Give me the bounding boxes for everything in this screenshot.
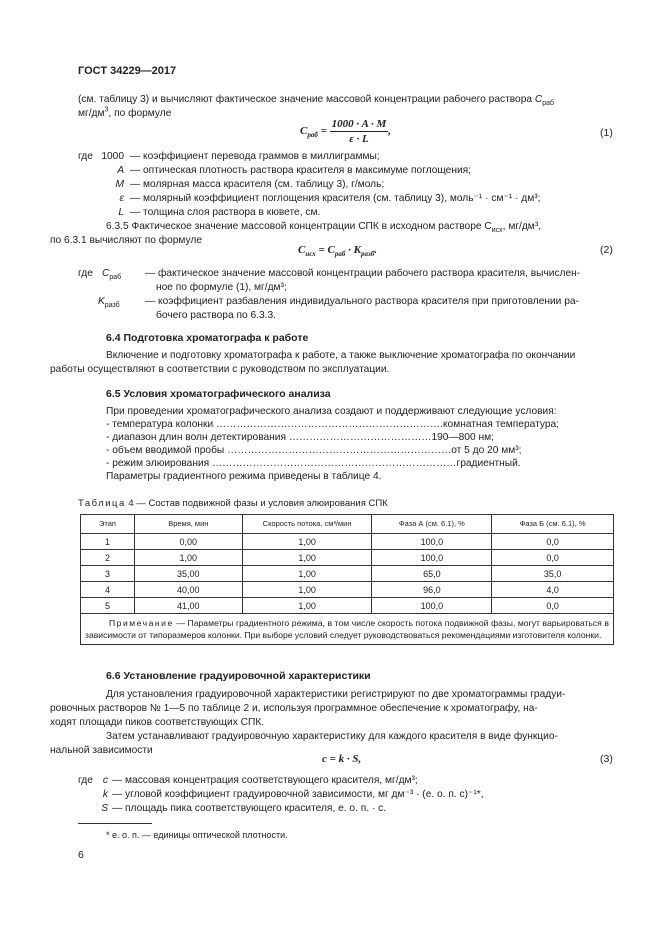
- table-cell: 35,0: [492, 566, 614, 582]
- where2-prefix: где: [78, 268, 93, 279]
- formula1-lhs: C: [300, 125, 308, 138]
- table-cell: 100,0: [372, 550, 492, 566]
- table-row: [81, 598, 614, 614]
- table-cell: 65,0: [372, 566, 492, 582]
- page-number: 6: [78, 849, 84, 861]
- where2-text2: — коэффициент разбавления индивидуального раствора красителя при приготовлении ра-: [145, 296, 579, 307]
- where1-text: — оптическая плотность раствора красителя в максимуме поглощения;: [130, 165, 472, 176]
- table4-caption-text: 4 — Состав подвижной фазы и условия элюирования СПК: [128, 498, 388, 509]
- where2-row: [78, 309, 618, 323]
- footnote: * е. о. п. — единицы оптической плотности.: [106, 830, 288, 840]
- s66-p2-line2: нальной зависимости: [50, 745, 153, 756]
- where1-sym: ε: [119, 193, 124, 204]
- note-label: Примечание: [109, 618, 174, 628]
- condition-value: комнатная температура;: [442, 419, 559, 430]
- col-header: Фаза Б (см. 6.1), %: [492, 515, 614, 534]
- where1-sym: M: [115, 179, 124, 190]
- where2-row: [78, 295, 618, 309]
- where-list-2: [78, 267, 618, 323]
- where3-sym: S: [101, 803, 108, 814]
- formula2-number: (2): [600, 244, 613, 256]
- where2-text1b: ное по формуле (1), мг/дм³;: [156, 282, 287, 293]
- intro-line2a: мг/дм: [78, 108, 105, 119]
- table-cell: 96,0: [372, 582, 492, 598]
- table-cell: 0,0: [492, 598, 614, 614]
- table-row: [81, 550, 614, 566]
- section-6-4-title: 6.4 Подготовка хроматографа к работе: [106, 332, 309, 344]
- where3-row: [78, 788, 618, 802]
- section-6-6-p1: [50, 688, 614, 730]
- where1-sym: A: [117, 165, 124, 176]
- where2-sym1: C: [102, 268, 110, 279]
- where1-row: [78, 206, 618, 220]
- where1-text: — молярная масса красителя (см. таблицу 3), г/моль;: [130, 179, 385, 190]
- formula2-sub3: разб: [360, 250, 375, 259]
- condition-value: от 5 до 20 мм³;: [451, 445, 522, 456]
- s66-p1-line3: ходят площади пиков соответствующих СПК.: [50, 717, 265, 728]
- var-c-sub: раб: [542, 100, 555, 108]
- intro-line2b: , по формуле: [108, 108, 172, 119]
- s66-p1-line2: ровочных растворов № 1—5 по таблице 2 и, используя программное обеспечение к хроматографу, на-: [50, 703, 538, 714]
- intro-line1: (см. таблицу 3) и вычисляют фактическое значение массовой концентрации рабочего раствора: [78, 94, 533, 105]
- where3-row: [78, 774, 618, 788]
- condition-label: - температура колонки ………………………………………………………….: [106, 419, 443, 430]
- table-cell: 41,00: [134, 598, 242, 614]
- section-6-5-title: 6.5 Условия хроматографического анализа: [106, 388, 331, 400]
- table-cell: 1,00: [242, 566, 372, 582]
- s64-line2: работы осуществляют в соответствии с руководством по эксплуатации.: [50, 364, 390, 375]
- table-note: [81, 614, 614, 645]
- table-row: [81, 582, 614, 598]
- table4-caption-prefix: Таблица: [78, 498, 126, 509]
- table-cell: 1,00: [242, 550, 372, 566]
- condition-label: - объем вводимой пробы …………………………………………………………: [106, 445, 452, 456]
- where1-text: — толщина слоя раствора в кювете, см.: [130, 207, 321, 218]
- where3-prefix: где: [78, 775, 93, 786]
- where1-row: [78, 150, 618, 164]
- condition-label: - диапазон длин волн детектирования ……………………………………: [106, 432, 432, 443]
- table-cell: 4,0: [492, 582, 614, 598]
- table-cell: 1,00: [134, 550, 242, 566]
- condition-row: [106, 431, 494, 445]
- s66-p1-line1: Для установления градуировочной характеристики регистрируют по две хроматограммы градуи-: [106, 689, 566, 700]
- table-cell: 5: [81, 598, 135, 614]
- table-cell: 100,0: [372, 534, 492, 550]
- formula-2: [298, 243, 377, 257]
- table-cell: 4: [81, 582, 135, 598]
- formula1-tail: ,: [388, 125, 391, 138]
- where3-text: — площадь пика соответствующего красителя, е. о. п. · с.: [112, 803, 387, 814]
- formula2-tail: .: [374, 244, 377, 256]
- where2-text2b: бочего раствора по 6.3.3.: [156, 310, 276, 321]
- standard-header: ГОСТ 34229—2017: [78, 65, 177, 77]
- s65-intro: При проведении хроматографического анализа создают и поддерживают следующие условия:: [106, 406, 557, 417]
- where1-row: [78, 164, 618, 178]
- col-header: Время, мин: [134, 515, 242, 534]
- table-cell: 40,00: [134, 582, 242, 598]
- formula2-eq: = C: [315, 244, 335, 256]
- table-cell: 35,00: [134, 566, 242, 582]
- formula-1: [300, 117, 391, 146]
- p635-sub: исх: [491, 227, 503, 235]
- table-cell: 2: [81, 550, 135, 566]
- p635-line2: по 6.3.1 вычисляют по формуле: [50, 235, 203, 246]
- condition-value: градиентный.: [456, 458, 521, 469]
- col-header: Фаза А (см. 6.1), %: [372, 515, 492, 534]
- condition-label: - режим элюирования ………………………………………………………………: [106, 458, 457, 469]
- col-header: Этап: [81, 515, 135, 534]
- where1-sym: L: [118, 207, 124, 218]
- condition-value: 190—800 нм;: [431, 432, 494, 443]
- var-c: C: [534, 94, 543, 105]
- where3-row: [78, 802, 618, 816]
- where2-sym2: K: [98, 296, 105, 307]
- section-6-6-title: 6.6 Установление градуировочной характеристики: [106, 670, 371, 682]
- where1-text: — молярный коэффициент поглощения красителя (см. таблицу 3), моль⁻¹ · см⁻¹ · дм³;: [130, 193, 541, 204]
- table-cell: 0,00: [134, 534, 242, 550]
- where1-row: [78, 192, 618, 206]
- where1-text: — коэффициент перевода граммов в миллиграммы;: [130, 151, 380, 162]
- table-cell: 3: [81, 566, 135, 582]
- table-cell: 1: [81, 534, 135, 550]
- where2-text1: — фактическое значение массовой концентрации рабочего раствора красителя, вычислен-: [145, 268, 581, 279]
- where1-sym: 1000: [101, 151, 124, 162]
- table4-caption: [78, 497, 388, 511]
- where2-row: [78, 281, 618, 295]
- table-row: [81, 566, 614, 582]
- formula2-sub2: раб: [334, 250, 346, 259]
- where-list-3: [78, 774, 618, 816]
- s66-p2-line1: Затем устанавливают градуировочную характеристику для каждого красителя в виде функцио-: [106, 731, 558, 742]
- formula2-sub1: исх: [305, 250, 316, 259]
- condition-row: [106, 444, 521, 458]
- where1-prefix: где: [78, 151, 93, 162]
- where-list-1: [78, 150, 618, 220]
- s65-outro: Параметры градиентного режима приведены в таблице 4.: [106, 471, 382, 482]
- where2-sub1: раб: [109, 274, 122, 282]
- formula1-fraction: [330, 117, 389, 146]
- table-cell: 0,0: [492, 534, 614, 550]
- footnote-divider: [78, 823, 152, 824]
- note-text: — Параметры градиентного режима, в том числе скорость потока подвижной фазы, могут варьироваться в зависимости от типоразмеров колонки. При выборе условий следует руководствоваться рекомендациями изготовителя колонки.: [85, 618, 609, 640]
- table-cell: 100,0: [372, 598, 492, 614]
- where3-sym: k: [102, 789, 108, 800]
- p635-line1: 6.3.5 Фактическое значение массовой концентрации СПК в исходном растворе C: [106, 221, 492, 232]
- table-row: [81, 534, 614, 550]
- table-cell: 1,00: [242, 582, 372, 598]
- formula-3: c = k · S,: [322, 753, 362, 765]
- where3-text: — угловой коэффициент градуировочной зависимости, мг дм⁻³ · (е. о. п. с)⁻¹*,: [112, 789, 484, 800]
- where1-row: [78, 178, 618, 192]
- formula2-mid: · K: [345, 244, 361, 256]
- where2-row: [78, 267, 618, 281]
- section-6-4-text: [50, 349, 614, 377]
- formula3-number: (3): [600, 753, 613, 765]
- formula1-lhs-sub: раб: [307, 131, 318, 140]
- formula1-eq: =: [320, 125, 327, 138]
- table-header-row: [81, 515, 614, 534]
- table-cell: 0,0: [492, 550, 614, 566]
- formula1-denominator: ε · L: [349, 133, 369, 145]
- where2-sub2: разб: [104, 302, 120, 310]
- condition-row: [106, 457, 521, 471]
- s64-line1: Включение и подготовку хроматографа к работе, а также выключение хроматографа по окончании: [106, 350, 576, 361]
- p635-tail: , мг/дм³,: [502, 221, 542, 232]
- where3-text: — массовая концентрация соответствующего красителя, мг/дм³;: [112, 775, 418, 786]
- formula1-numerator: 1000 · A · M: [331, 118, 387, 130]
- formula1-number: (1): [600, 127, 613, 139]
- condition-row: [106, 418, 559, 432]
- table-cell: 1,00: [242, 598, 372, 614]
- table-cell: 1,00: [242, 534, 372, 550]
- table-note-row: [81, 614, 614, 645]
- col-header: Скорость потока, см³/мин: [242, 515, 372, 534]
- table-4: [80, 514, 614, 645]
- where3-sym: c: [102, 775, 108, 786]
- formula2-c: C: [298, 244, 306, 256]
- intro-sup: 3: [104, 106, 109, 114]
